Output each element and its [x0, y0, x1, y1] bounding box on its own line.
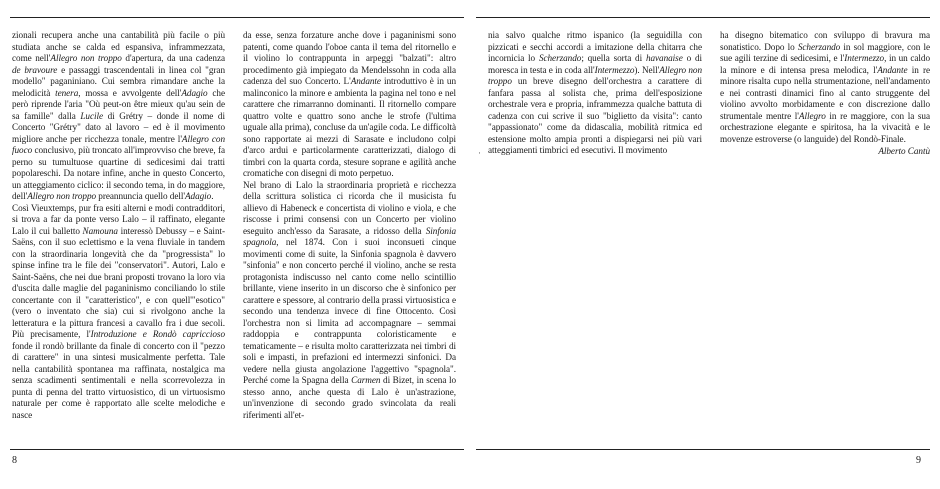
right-page-column-2 — [720, 30, 930, 158]
italic-term: havanaise — [645, 53, 683, 63]
paragraph: zionali recupera anche una cantabilità più facile o più studiata anche se calda ed espansiva, inframmezzata, come nell'Allegro non troppo d'apertura, da una cadenza de bravoure e passaggi trascendentali in linea col "gran modello" paganiniano. Cui sembra rimandare anche la melodicità tenera, mossa e avvolgente dell'Adagio che però riprende l'aria "Où peut-on être mieux qu'au sein de sa famille" dalla Lucile di Grétry – donde il nome di Concerto "Grétry" dato al lavoro – ed è il movimento migliore anche per ricchezza tonale, mentre l'Allegro con fuoco conclusivo, più troncato all'improvviso che breve, fa perno su tumultuose quartine di sedicesimi dai tratti popolareschi. Da notare infine, anche in questo Concerto, un atteggiamento ciclico: il secondo tema, in do maggiore, dell'Allegro non troppo preannuncia quello dell'Adagio. — [12, 30, 226, 201]
paragraph: Nel brano di Lalo la straordinaria proprietà e ricchezza della scrittura solistica ci ricorda che il musicista fu allievo di Habeneck e concertista di violino e viola, e che riscosse i primi consensi con un Concerto per violino eseguito anch'esso da Sarasate, a ridosso della Sinfonia spagnola, nel 1874. Con i suoi inconsueti cinque movimenti come di suite, la Sinfonia spagnola è davvero "sinfonia" e non concerto perché il violino, anche se resta protagonista indiscusso nel canto come nello scintillio brillante, viene inserito in un discorso che è sinfonico per carattere e spessore, al contrario della prassi virtuosistica e secondo una tendenza invece di fine Ottocento. Così l'orchestra non si limita ad accompagnare – semmai raddoppia e contrappunta coloristicamente e tematicamente – e risulta molto caratterizzata nei timbri di soli e impasti, in prefazioni ed intermezzi sinfonici. Da vedere nella giusta angolazione l'aggettivo "spagnola". Perché come la Spagna della Carmen di Bizet, in scena lo stesso anno, anche questa di Lalo è un'astrazione, un'invenzione di secondo grado svincolata da reali riferimenti all'et- — [243, 179, 456, 420]
paragraph: Così Vieuxtemps, pur fra esiti alterni e modi contradditori, si trova a far da ponte verso Lalo – il raffinato, elegante Lalo il cui balletto Namouna interessò Debussy – e Saint-Saëns, con il suo eclettismo e la vena fluviale in tandem con la straordinaria longevità che da "progressista" lo spinse infine tra le file dei "conservatori". Autori, Lalo e Saint-Saëns, che nei due brani proposti trovano la loro via d'uscita dalle maglie del paganinismo conciliando lo stile concertante con il "caratteristico", e con quell'"esotico" (vero o inventato che sia) cui si rivolgono anche la letteratura e la pittura francesi a cavallo fra i due secoli. Più precisamente, l'Introduzione e Rondò capriccioso fonde il rondò brillante da finale di concerto con il "pezzo di carattere" in una sintesi musicalmente perfetta. Tale nella cantabilità spontanea ma raffinata, nostalgica ma senza scadimenti sentimentali e nella scorrevolezza in punta di penna del tratto virtuosistico, di un virtuosismo naturale per come è rapportato alle scelte melodiche e nasce — [12, 202, 225, 420]
italic-term: Scherzando — [797, 41, 841, 52]
right-page-column-1 — [488, 30, 702, 157]
italic-term: tenera — [55, 87, 79, 98]
top-rule — [10, 17, 464, 18]
page-number: 8 — [12, 455, 17, 466]
gutter-mark: · — [478, 148, 481, 158]
italic-term: Intermezzo — [844, 53, 885, 63]
right-page-column-2-text — [720, 30, 930, 145]
italic-term: Allegro con fuoco — [12, 133, 225, 155]
paragraph: nia salvo qualche ritmo ispanico (la seguidilla con pizzicati e secchi accordi a imitazione della chitarra che incornicia lo Scherzando; quella sorta di havanaise o di moresca in testa e in coda all'Intermezzo). Nell'Allegro non troppo un breve disegno dell'orchestra a carattere di fanfara passa al solista che, prima dell'esposizione orchestrale vera e propria, inframmezza qualche battuta di cadenza con cui scrive il suo "biglietto da visita": canto "appassionato" come da didascalia, mobilità ritmica ed estensione molto ampia pronti a dispiegarsi nei più vari atteggiamenti timbrici ed esecutivi. Il movimento — [488, 30, 703, 155]
italic-term: Lucile — [80, 110, 104, 121]
left-page-column-2 — [243, 30, 456, 421]
italic-term: Andante — [877, 64, 908, 75]
paragraph: da esse, senza forzature anche dove i paganinismi sono patenti, come quando l'oboe canta il tema del ritornello e il violino lo contrappunta in arpeggi "balzati": altro procedimento già impiegato da Mendelssohn in coda alla cadenza del suo Concerto. L'Andante introduttivo è in un malinconico la minore e ambienta la pagina nel tono e nel carattere che rimarranno dominanti. Il ritornello compare quattro volte e quattro sono anche le strofe (l'ultima uguale alla prima), concluse da un'agile coda. Le difficoltà sono rapportate ai mezzi di Sarasate e includono colpi d'arco ardui e particolarmente caratterizzati, dialogo di timbri con la quarta corda, stesure soprane e agilità anche cromatiche con disegni di moto perpetuo. — [243, 30, 456, 178]
italic-term: Carmen — [351, 375, 381, 385]
right-page — [470, 0, 940, 489]
italic-term: Namouna — [82, 225, 118, 236]
italic-term: Intermezzo — [594, 64, 635, 75]
left-page-column-1 — [12, 30, 225, 421]
italic-term: Andante — [350, 76, 381, 86]
paragraph: ha disegno bitematico con sviluppo di bravura ma sonatistico. Dopo lo Scherzando in sol maggiore, con le sue agili terzine di sedicesimi, e l'Intermezzo, in un caldo la minore e di intensa presa melodica, l'Andante in re minore risalta cupo nella strumentazione, nell'andamento e nei contrasti dinamici fino al canto struggente del violino avvolto morbidamente e con discrezione dallo strumentale mentre l'Allegro in re maggiore, con la sua orchestrazione elegante e spiritosa, ha la vivacità e le movenze estroverse (o languide) del Rondò-Finale. — [720, 30, 930, 144]
bottom-rule — [10, 449, 464, 450]
author-signature: Alberto Cantù — [878, 146, 930, 156]
italic-term: Introduzione e Rondò capriccioso — [90, 329, 225, 339]
page-number: 9 — [916, 455, 921, 466]
italic-term: de bravoure — [12, 64, 58, 75]
italic-term: Allegro — [798, 110, 826, 121]
italic-term: Adagio — [181, 87, 208, 98]
italic-term: Allegro non troppo — [488, 64, 703, 86]
bottom-rule — [476, 449, 930, 450]
italic-term: Adagio — [184, 191, 212, 201]
italic-term: Allegro non troppo — [27, 191, 97, 201]
italic-term: Allegro non troppo — [50, 53, 122, 63]
italic-term: Scherzando — [538, 53, 582, 63]
italic-term: Sinfonia spagnola — [243, 225, 456, 247]
top-rule — [476, 17, 930, 18]
